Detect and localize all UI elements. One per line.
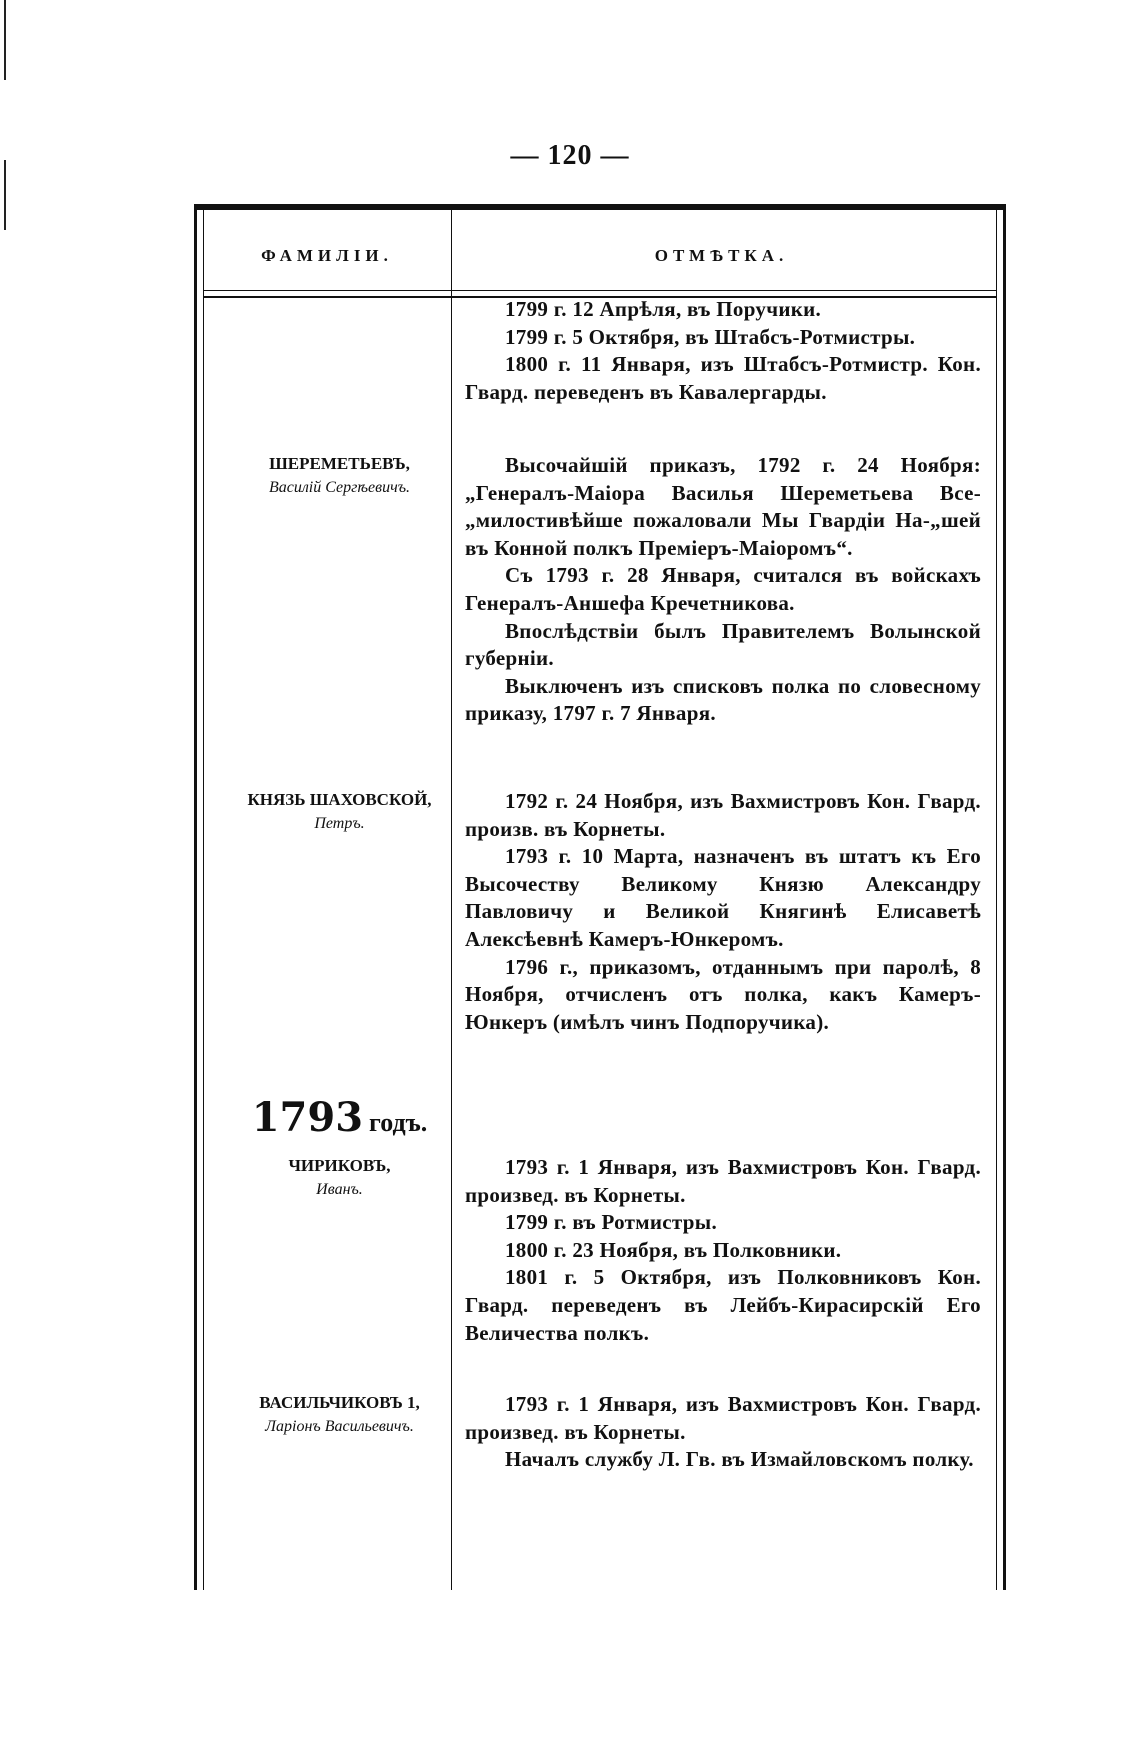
year-word: годъ.	[369, 1108, 428, 1137]
officer-surname: ШЕРЕМЕТЬЕВЪ,	[269, 454, 410, 473]
record-paragraph: 1793 г. 1 Января, изъ Вахмистровъ Кон. Гвард. произвед. въ Корнеты.	[465, 1155, 981, 1207]
column-header-notes: ОТМѢТКА.	[654, 246, 789, 265]
officer-given-name: Василій Сергѣевичъ.	[268, 479, 411, 496]
page-edge-mark	[4, 0, 6, 80]
record-paragraph: 1800 г. 23 Ноября, въ Полковники.	[505, 1237, 842, 1262]
record-paragraph: 1799 г. въ Ротмистры.	[505, 1210, 717, 1235]
officer-name-vasilchikov	[232, 1391, 447, 1439]
officer-given-name: Ларіонъ Васильевичъ.	[265, 1418, 414, 1435]
record-paragraph: 1799 г. 5 Октября, въ Штабсъ-Ротмистры.	[505, 324, 916, 349]
year-number: 1793	[251, 1094, 364, 1141]
officer-name-shakhovskoy	[232, 788, 447, 836]
year-heading	[232, 1094, 447, 1141]
officer-notes-shakhovskoy	[465, 788, 981, 1036]
column-divider	[451, 210, 452, 1590]
officer-name-chirikov	[232, 1154, 447, 1202]
record-paragraph: Впослѣдствіи былъ Правителемъ Волынской губерніи.	[465, 618, 981, 671]
record-paragraph: 1799 г. 12 Апрѣля, въ Поручики.	[505, 297, 822, 321]
officer-surname: КНЯЗЬ ШАХОВСКОЙ,	[247, 790, 432, 809]
record-paragraph: 1793 г. 1 Января, изъ Вахмистровъ Кон. Гвард. произвед. въ Корнеты.	[465, 1392, 981, 1444]
officer-surname: ВАСИЛЬЧИКОВЪ 1,	[259, 1393, 420, 1412]
officer-notes-vasilchikov	[465, 1391, 981, 1474]
record-paragraph: Выключенъ изъ списковъ полка по словесному приказу, 1797 г. 7 Января.	[465, 673, 981, 726]
record-paragraph: 1801 г. 5 Октября, изъ Полковниковъ Кон. Гвард. переведенъ въ Лейбъ-Кирасирскій Его Величества полкъ.	[465, 1265, 981, 1345]
record-paragraph: Высочайшій приказъ, 1792 г. 24 Ноября: „Генералъ-Маіора Василья Шереметьева Все-„милостивѣйше пожаловали Мы Гвардіи На-„шей въ Конной полкъ Преміеръ-Маіоромъ“.	[465, 453, 981, 560]
record-paragraph: 1792 г. 24 Ноября, изъ Вахмистровъ Кон. Гвард. произв. въ Корнеты.	[465, 789, 981, 841]
officer-name-sheremetev	[232, 452, 447, 500]
record-paragraph: 1796 г., приказомъ, отданнымъ при паролѣ, 8 Ноября, отчисленъ отъ полка, какъ Камеръ-Юнкеръ (имѣлъ чинъ Подпоручика).	[465, 954, 981, 1034]
table-inner-border-right	[996, 210, 997, 1590]
officer-notes-sheremetev	[465, 452, 981, 728]
officer-surname: ЧИРИКОВЪ,	[288, 1156, 391, 1175]
record-paragraph: 1800 г. 11 Января, изъ Штабсъ-Ротмистр. Кон. Гвард. переведенъ въ Кавалергарды.	[465, 352, 981, 404]
record-paragraph: 1793 г. 10 Марта, назначенъ въ штатъ къ Его Высочеству Великому Князю Александру Павловичу и Великой Княгинѣ Елисаветѣ Алексѣевнѣ Камеръ-Юнкеромъ.	[465, 844, 981, 951]
page-number: — 120 —	[510, 140, 630, 171]
officer-given-name: Петръ.	[314, 815, 365, 832]
header-rule	[203, 290, 997, 291]
table-inner-border-left	[203, 210, 204, 1590]
record-paragraph: Съ 1793 г. 28 Января, считался въ войскахъ Генералъ-Аншефа Кречетникова.	[465, 563, 981, 615]
record-paragraph: Началъ службу Л. Гв. въ Измайловскомъ полку.	[505, 1447, 974, 1472]
officer-notes-chirikov	[465, 1154, 981, 1347]
record-notes-continued	[465, 296, 981, 406]
column-header-names: ФАМИЛІИ.	[261, 246, 393, 265]
officer-given-name: Иванъ.	[316, 1181, 363, 1198]
